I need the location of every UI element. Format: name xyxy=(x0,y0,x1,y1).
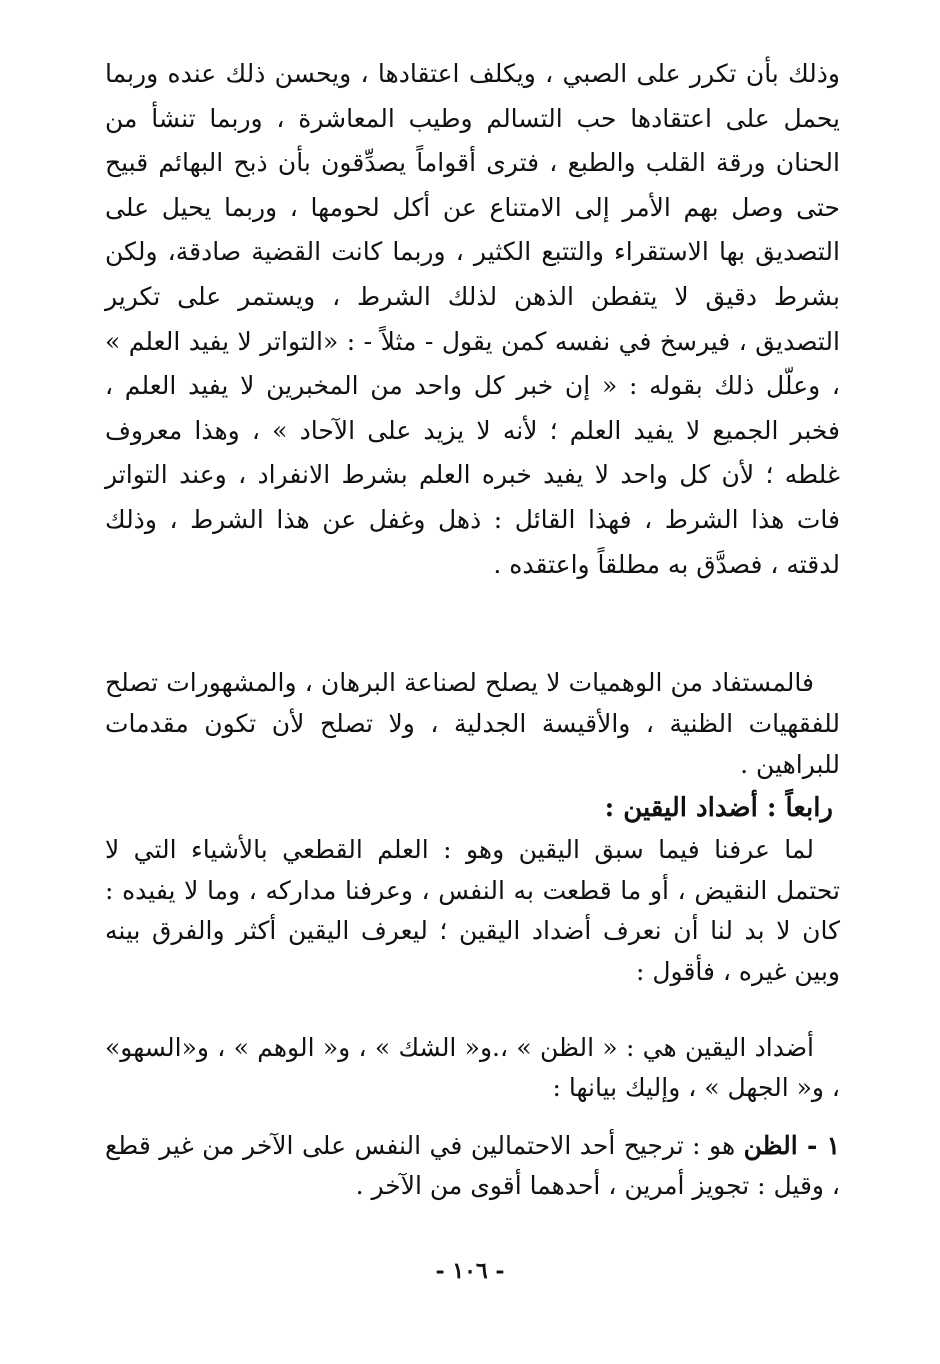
paragraph-2 xyxy=(105,662,840,785)
section-heading: رابعاً : أضداد اليقين : xyxy=(604,793,833,823)
paragraph-3 xyxy=(105,830,840,992)
paragraph-4 xyxy=(105,1028,840,1108)
paragraph-3-text: لما عرفنا فيما سبق اليقين وهو : العلم القطعي بالأشياء التي لا تحتمل النقيض ، أو ما قطعت به النفس ، وعرفنا مداركه ، وما لا يفيده : كان لا بد لنا أن نعرف أضداد اليقين ؛ ليعرف اليقين أكثر والفرق بينه وبين غيره ، فأقول : xyxy=(105,835,840,986)
paragraph-1-text: وذلك بأن تكرر على الصبي ، ويكلف اعتقادها ، ويحسن ذلك عنده وربما يحمل على اعتقادها حب التسالم وطيب المعاشرة ، وربما تنشأ من الحنان ورقة القلب والطبع ، فترى أقواماً يصدِّقون بأن ذبح البهائم قبيح حتى وصل بهم الأمر إلى الامتناع عن أكل لحومها ، وربما يحيل على التصديق بها الاستقراء والتتبع الكثير ، وربما كانت القضية صادقة، ولكن بشرط دقيق لا يتفطن الذهن لذلك الشرط ، ويستمر على تكرير التصديق ، فيرسخ في نفسه كمن يقول - مثلاً - : «التواتر لا يفيد العلم » ، وعلّل ذلك بقوله : « إن خبر كل واحد من المخبرين لا يفيد العلم ، فخبر الجميع لا يفيد العلم ؛ لأنه لا يزيد على الآحاد » ، وهذا معروف غلطه ؛ لأن كل واحد لا يفيد خبره العلم بشرط الانفراد ، وعند التواتر فات هذا الشرط ، فهذا القائل : ذهل وغفل عن هذا الشرط ، وذلك لدقته ، فصدَّق به مطلقاً واعتقده . xyxy=(105,59,840,579)
paragraph-5 xyxy=(105,1126,840,1206)
page-number: - ١٠٦ - xyxy=(435,1258,505,1284)
definition-term: ١ - الظن xyxy=(743,1131,840,1160)
paragraph-2-text: فالمستفاد من الوهميات لا يصلح لصناعة البرهان ، والمشهورات تصلح للفقهيات الظنية ، والأقيسة الجدلية ، ولا تصلح لأن تكون مقدمات للبراهين . xyxy=(105,668,840,779)
definition-text: هو : ترجيح أحد الاحتمالين في النفس على الآخر من غير قطع ، وقيل : تجويز أمرين ، أحدهما أقوى من الآخر . xyxy=(105,1131,840,1200)
paragraph-1 xyxy=(105,52,840,587)
paragraph-4-text: أضداد اليقين هي : « الظن » ،.و« الشك » ، و« الوهم » ، و«السهو» ، و« الجهل » ، وإليك بيانها : xyxy=(105,1033,840,1102)
